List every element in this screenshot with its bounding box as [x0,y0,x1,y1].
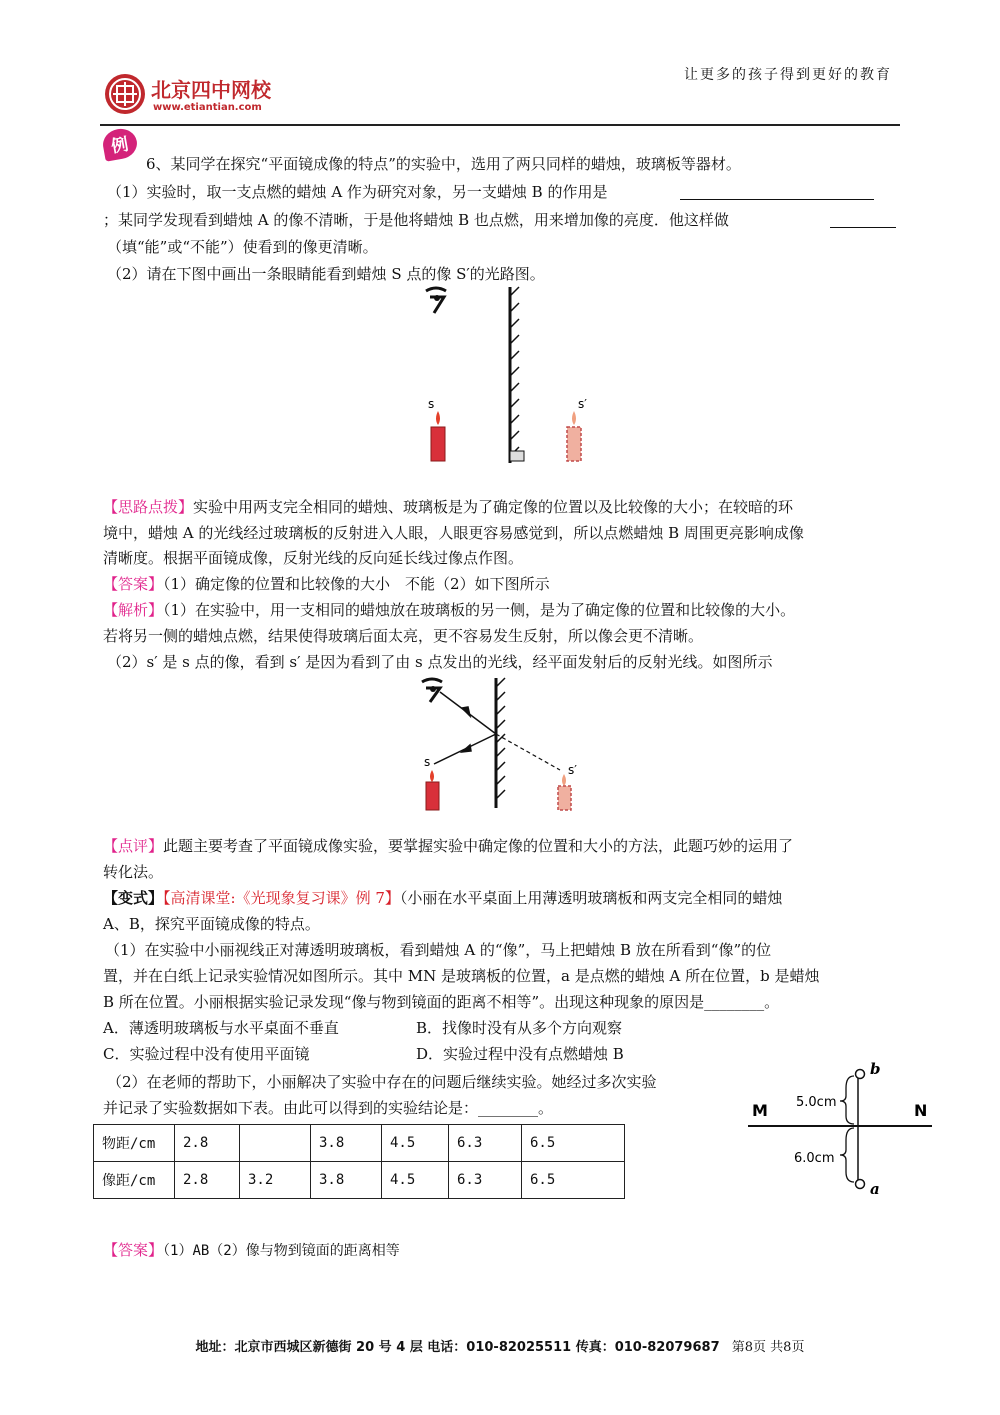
footer [0,1336,1000,1355]
variant-line-3: （1）在实验中小丽视线正对薄透明玻璃板，看到蜡烛 A 的“像”，马上把蜡烛 B 放在所看到“像”的位 [105,941,772,959]
option-b: B．找像时没有从多个方向观察 [416,1019,623,1037]
label-s: s [428,397,435,411]
variant-line-5: B 所在位置。小丽根据实验记录发现“像与物到镜面的距离不相等”。出现这种现象的原因是________。 [103,993,780,1011]
eye-icon [426,288,446,313]
table-cell: 3.2 [240,1162,311,1199]
candle-icon [426,770,439,810]
table-cell: 6.3 [449,1162,522,1199]
eye-icon [422,679,442,702]
table-row [94,1125,625,1162]
variant-line-1: 【变式】【高清课堂:《光现象复习课》例 7】（小丽在水平桌面上用薄透明玻璃板和两支完全相同的蜡烛 [103,889,783,907]
table-cell: 像距/cm [94,1162,175,1199]
logo-text: 北京四中网校 [151,78,271,102]
variant-line-6: （2）在老师的帮助下，小丽解决了实验中存在的问题后继续实验。她经过多次实验 [107,1073,657,1091]
table-cell: 6.5 [522,1162,625,1199]
school-logo-icon [103,72,147,116]
question-p1-c: （填“能”或“不能”）使看到的像更清晰。 [107,238,378,256]
answer-tag: 【答案】 [103,575,164,593]
brace-bottom [840,1128,854,1182]
light-ray [434,692,496,764]
variant-tag: 【变式】 [103,889,164,907]
mn-figure [748,1056,938,1198]
blank-2 [830,227,896,228]
label-n: N [914,1101,928,1120]
mirror-hatching [511,287,519,455]
table-cell: 物距/cm [94,1125,175,1162]
option-d: D．实验过程中没有点燃蜡烛 B [416,1045,624,1063]
example-badge-text: 例 [109,134,131,158]
figure-mirror-candle [418,283,608,469]
table-row [94,1162,625,1199]
comment-line-1: 【点评】此题主要考查了平面镜成像实验，要掌握实验中确定像的位置和大小的方法，此题巧妙的运用了 [103,837,794,855]
footer-address: 地址：北京市西城区新德街 20 号 4 层 电话：010-82025511 传真：010-82079687 [195,1340,720,1355]
table-cell: 4.5 [382,1162,449,1199]
variant-line-2: A、B，探究平面镜成像的特点。 [103,915,320,933]
table-cell [240,1125,311,1162]
blank-1 [680,199,874,200]
answer-2: 【答案】（1）AB（2）像与物到镜面的距离相等 [103,1241,400,1259]
question-intro: 6、某同学在探究“平面镜成像的特点”的实验中，选用了两只同样的蜡烛，玻璃板等器材。 [146,155,741,173]
comment-tag: 【点评】 [103,837,164,855]
table-cell: 3.8 [311,1125,382,1162]
question-p2: （2）请在下图中画出一条眼睛能看到蜡烛 S 点的像 S′的光路图。 [107,265,545,283]
label-a: a [870,1180,880,1198]
label-s-prime: s′ [578,397,587,411]
virtual-ray [496,734,560,770]
answer-tag: 【答案】 [103,1241,164,1259]
hint-line-2: 境中，蜡烛 A 的光线经过玻璃板的反射进入人眼，人眼更容易感觉到，所以点燃蜡烛 B 周围更亮影响成像 [103,524,804,542]
candle-image-icon [558,774,571,810]
hint-line-1: 【思路点拨】实验中用两支完全相同的蜡烛、玻璃板是为了确定像的位置以及比较像的大小；在较暗的环 [103,498,794,516]
analysis-line-3: （2）s′ 是 s 点的像，看到 s′ 是因为看到了由 s 点发出的光线，经平面发射后的反射光线。如图所示 [107,653,773,671]
dist-top: 5.0cm [796,1095,837,1110]
slogan: 让更多的孩子得到更好的教育 [684,67,892,83]
dist-bottom: 6.0cm [794,1151,835,1166]
header [95,60,900,126]
label-b: b [870,1060,881,1078]
analysis-line-1: 【解析】（1）在实验中，用一支相同的蜡烛放在玻璃板的另一侧，是为了确定像的位置和比较像的大小。 [103,601,796,619]
question-p1-a: （1）实验时，取一支点燃的蜡烛 A 作为研究对象，另一支蜡烛 B 的作用是 [107,183,608,201]
variant-line-4: 置，并在白纸上记录实验情况如图所示。其中 MN 是玻璃板的位置，a 是点燃的蜡烛 A 所在位置，b 是蜡烛 [103,967,820,985]
variant-source: 【高清课堂:《光现象复习课》例 7】 [163,889,400,907]
table-cell: 4.5 [382,1125,449,1162]
table-cell: 2.8 [175,1125,240,1162]
analysis-line-2: 若将另一侧的蜡烛点燃，结果使得玻璃后面太亮，更不容易发生反射，所以像会更不清晰。 [103,627,704,645]
candle-image-icon [567,411,581,461]
candle-icon [431,411,445,461]
header-rule [100,124,900,126]
option-a: A．薄透明玻璃板与水平桌面不垂直 [103,1019,339,1037]
table-cell: 6.5 [522,1125,625,1162]
variant-line-7: 并记录了实验数据如下表。由此可以得到的实验结论是：________。 [103,1099,554,1117]
brace-top [840,1076,854,1124]
footer-page: 第8页 共8页 [731,1340,805,1355]
label-s-prime: s′ [568,763,577,777]
hint-line-3: 清晰度。根据平面镜成像，反射光线的反向延长线过像点作图。 [103,549,524,567]
option-c: C．实验过程中没有使用平面镜 [103,1045,310,1063]
analysis-tag: 【解析】 [103,601,164,619]
table-cell: 6.3 [449,1125,522,1162]
label-s: s [424,755,431,769]
question-p1-b: ；某同学发现看到蜡烛 A 的像不清晰，于是他将蜡烛 B 也点燃，用来增加像的亮度．他这样做 [103,211,729,229]
hint-tag: 【思路点拨】 [103,498,194,516]
comment-line-2: 转化法。 [103,863,164,881]
answer-1: 【答案】（1）确定像的位置和比较像的大小 不能（2）如下图所示 [103,575,550,593]
label-m: M [752,1101,768,1120]
logo-url: www.etiantian.com [153,102,262,113]
data-table [93,1124,625,1199]
table-cell: 2.8 [175,1162,240,1199]
figure-light-path [418,674,598,814]
table-cell: 3.8 [311,1162,382,1199]
